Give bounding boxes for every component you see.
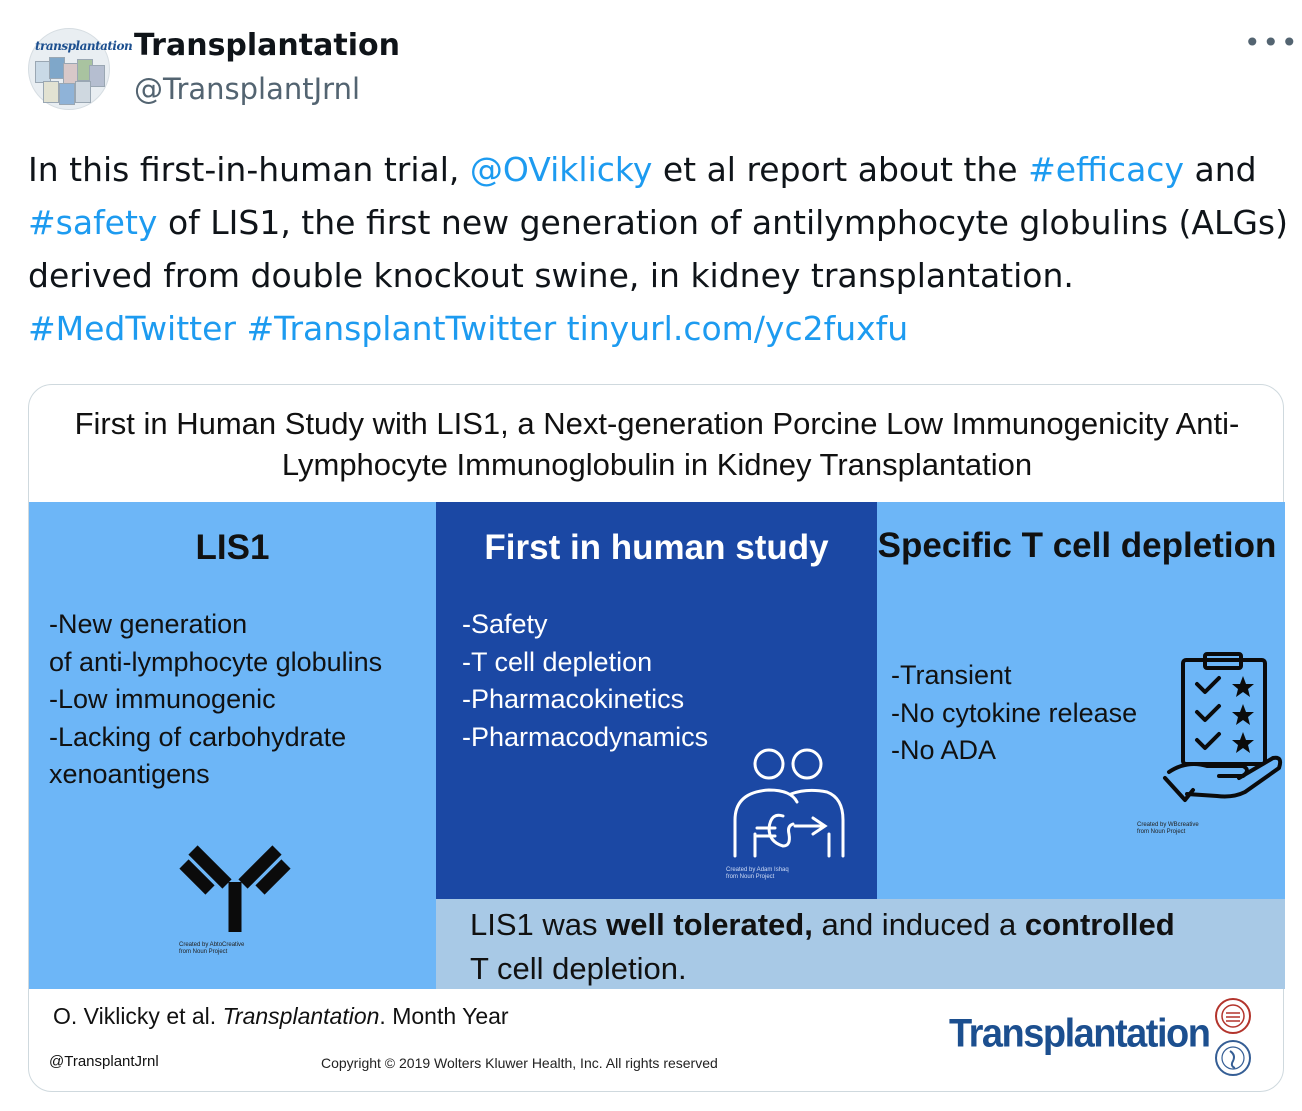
icon-credit <box>1137 822 1199 836</box>
credit-line: from Noun Project <box>1137 829 1186 835</box>
list-item: -No cytokine release <box>891 697 1138 728</box>
tweet-text <box>28 143 1288 355</box>
tweet-text-part: of LIS1, the first new generation of antilymphocyte globulins (ALGs) derived from double knockout swine, in kidney transplantation. <box>28 203 1288 295</box>
credit-line: Created by Adam Ishaq <box>726 867 789 873</box>
panel-first-in-human-list <box>462 606 708 756</box>
antibody-icon <box>179 832 291 934</box>
list-item: -Pharmacokinetics <box>462 684 685 714</box>
panel-specific-t-cell <box>877 502 1285 899</box>
infographic-title: First in Human Study with LIS1, a Next-generation Porcine Low Immunogenicity Anti-Lymphocyte Immunoglobulin in Kidney Transplantation <box>74 406 1240 482</box>
list-item: -Low immunogenic <box>49 684 276 714</box>
tweet-media-image[interactable] <box>28 384 1284 1092</box>
credit-line: Created by AbtoCreative <box>179 942 245 948</box>
conclusion-bold: controlled <box>1024 907 1175 942</box>
icon-credit <box>726 867 789 881</box>
conclusion-text <box>470 903 1175 991</box>
avatar[interactable] <box>28 28 133 110</box>
conclusion-part: and induced a <box>812 907 1025 942</box>
credit-line: Created by WBcreative <box>1137 822 1199 828</box>
hashtag-efficacy[interactable]: #efficacy <box>1028 150 1184 189</box>
copyright-text: Copyright © 2019 Wolters Kluwer Health, Inc. All rights reserved <box>321 1055 718 1071</box>
list-item: -Pharmacodynamics <box>462 721 709 752</box>
conclusion-part: T cell depletion. <box>470 951 687 986</box>
credit-line: from Noun Project <box>179 949 228 955</box>
panel-first-in-human <box>436 502 877 899</box>
list-item: -New generation <box>49 609 248 639</box>
list-item: xenoantigens <box>49 759 210 789</box>
conclusion-bold: well tolerated, <box>606 907 813 942</box>
panel-specific-t-cell-list <box>891 657 1137 770</box>
society-seal-icon <box>1214 997 1252 1035</box>
patients-kidney-icon <box>731 742 847 862</box>
citation-authors: O. Viklicky et al. <box>53 1003 223 1029</box>
icon-credit <box>179 942 244 956</box>
conclusion-part: LIS1 was <box>470 907 607 942</box>
checklist-hand-icon <box>1163 652 1283 810</box>
conclusion-panel <box>436 899 1285 989</box>
list-item: of anti-lymphocyte globulins <box>49 646 383 677</box>
citation-rest: . Month Year <box>379 1003 509 1029</box>
list-item: -Safety <box>462 609 548 639</box>
credit-line: from Noun Project <box>726 874 775 880</box>
panel-specific-t-cell-heading: Specific T cell depletion <box>877 526 1277 565</box>
society-seal-icon <box>1214 1039 1252 1077</box>
hashtag-safety[interactable]: #safety <box>28 203 158 242</box>
tweet-url-link[interactable]: tinyurl.com/yc2fuxfu <box>566 309 909 348</box>
avatar-journal-covers <box>35 57 105 103</box>
citation <box>53 1003 509 1030</box>
citation-journal: Transplantation <box>222 1003 380 1029</box>
more-options-icon[interactable]: ••• <box>1244 26 1300 59</box>
mention-link[interactable]: @OViklicky <box>469 150 653 189</box>
hashtag-medtwitter[interactable]: #MedTwitter <box>28 309 236 348</box>
panel-lis1-list <box>49 606 382 794</box>
list-item: -Lacking of carbohydrate <box>49 721 347 752</box>
list-item: -Transient <box>891 660 1012 690</box>
list-item: -No ADA <box>891 735 997 765</box>
tweet-text-part: and <box>1183 150 1257 189</box>
author-handle[interactable]: @TransplantJrnl <box>134 72 361 106</box>
footer-handle: @TransplantJrnl <box>49 1053 159 1070</box>
hashtag-transplanttwitter[interactable]: #TransplantTwitter <box>246 309 557 348</box>
author-name[interactable]: Transplantation <box>134 28 400 63</box>
avatar-logo-text: transplantation <box>35 39 133 53</box>
panel-lis1 <box>29 502 436 989</box>
tweet-text-part: et al report about the <box>652 150 1029 189</box>
panel-lis1-heading: LIS1 <box>195 528 270 567</box>
journal-logo: Transplantation <box>949 1011 1210 1057</box>
panel-first-in-human-heading: First in human study <box>484 528 829 567</box>
tweet-text-part: In this first-in-human trial, <box>28 150 470 189</box>
list-item: -T cell depletion <box>462 646 653 677</box>
